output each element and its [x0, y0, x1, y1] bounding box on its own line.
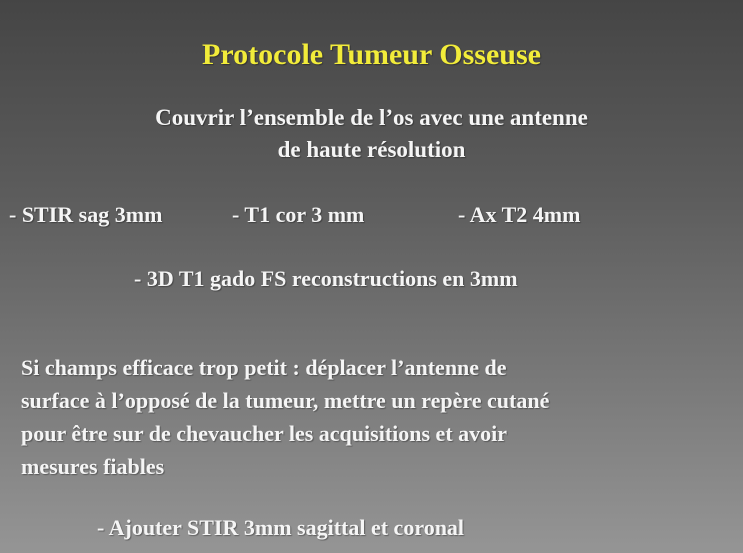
- intro-line-2: de haute résolution: [277, 137, 466, 162]
- note-line-2: surface à l’opposé de la tumeur, mettre un repère cutané: [21, 388, 550, 413]
- sequence-stir-sag: - STIR sag 3mm: [9, 202, 163, 227]
- intro-line-1: Couvrir l’ensemble de l’os avec une antenne: [155, 105, 588, 130]
- slide-title: Protocole Tumeur Osseuse: [202, 38, 541, 71]
- note-line-1: Si champs efficace trop petit : déplacer l’antenne de: [21, 355, 507, 380]
- note-line-3: pour être sur de chevaucher les acquisitions et avoir: [21, 421, 508, 446]
- sequence-ax-t2: - Ax T2 4mm: [458, 202, 581, 227]
- sequence-t1-cor: - T1 cor 3 mm: [232, 202, 365, 227]
- addition-line: - Ajouter STIR 3mm sagittal et coronal: [97, 515, 465, 540]
- reconstruction-line: - 3D T1 gado FS reconstructions en 3mm: [134, 266, 518, 291]
- note-line-4: mesures fiables: [21, 454, 165, 479]
